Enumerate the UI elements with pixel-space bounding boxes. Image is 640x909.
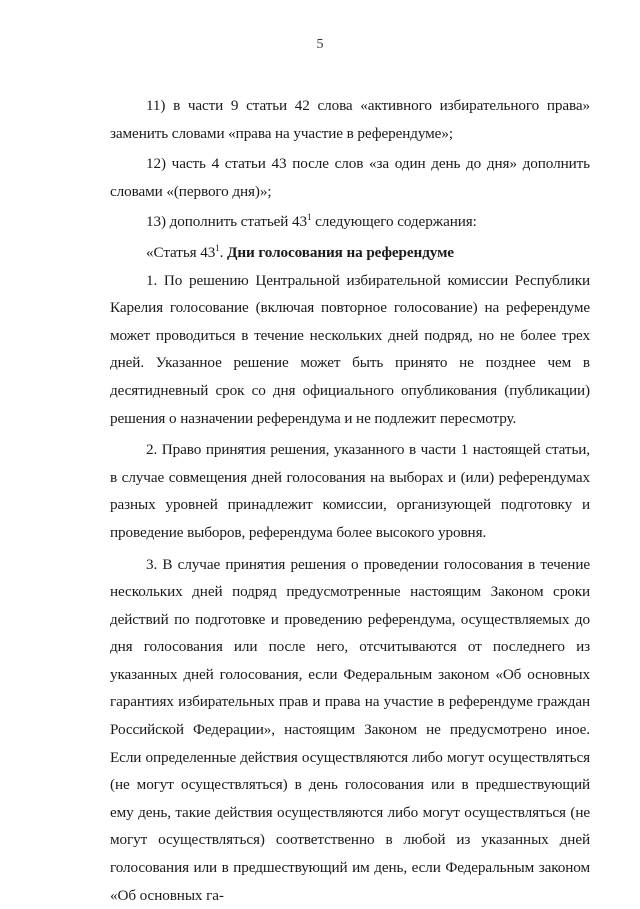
item-11: 11) в части 9 статьи 42 слова «активного избирательного права» заменить словами «права на участие в референдуме»;: [110, 92, 590, 147]
item-13-prefix: 13) дополнить статьей 43: [146, 213, 307, 230]
page-number: 5: [0, 37, 640, 53]
article-dot: .: [220, 244, 227, 261]
item-13: [110, 208, 590, 236]
document-body: [110, 92, 590, 909]
article-part-2: 2. Право принятия решения, указанного в части 1 настоящей статьи, в случае совмещения дней голосования на выборах и (или) референдумах разных уровней принадлежит комиссии, организующей подготовку и проведение выборов, референдума более высокого уровня.: [110, 436, 590, 546]
item-13-superscript: 1: [307, 212, 311, 222]
article-part-1: 1. По решению Центральной избирательной комиссии Республики Карелия голосование (включая повторное голосование) на референдуме может проводиться в течение нескольких дней подряд, но не более трех дней. Указанное решение может быть принято не позднее чем в десятидневный срок со дня официального опубликования (публикации) решения о назначении референдума и не подлежит пересмотру.: [110, 267, 590, 433]
article-prefix: «Статья 43: [146, 244, 215, 261]
item-12: 12) часть 4 статьи 43 после слов «за один день до дня» дополнить словами «(первого дня)»;: [110, 150, 590, 205]
article-part-3: 3. В случае принятия решения о проведении голосования в течение нескольких дней подряд предусмотренные настоящим Законом сроки действий по подготовке и проведению референдума, осуществляемых до дня голосования или после него, отсчитываются от последнего из указанных дней голосования, если Федеральным законом «Об основных гарантиях избирательных прав и права на участие в референдуме граждан Российской Федерации», настоящим Законом не предусмотрено иное. Если определенные действия осуществляются либо могут осуществляться (не могут осуществляться) в день голосования или в предшествующий ему день, такие действия осуществляются либо могут осуществляться (не могут осуществляться) соответственно в любой из указанных дней голосования или в предшествующий им день, если Федеральным законом «Об основных га-: [110, 551, 590, 909]
article-title: Дни голосования на референдуме: [227, 244, 454, 261]
article-heading: [110, 239, 590, 267]
item-13-suffix: следующего содержания:: [311, 213, 476, 230]
article-superscript: 1: [215, 243, 219, 253]
